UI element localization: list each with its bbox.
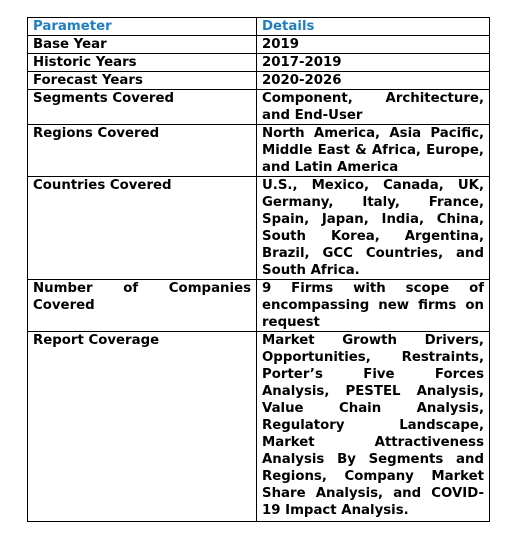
report-scope-table [27, 17, 490, 522]
table-row [28, 54, 490, 72]
row-details: 2019 [257, 36, 490, 54]
table-header-row [28, 18, 490, 36]
table-row [28, 177, 490, 280]
row-details: Market Growth Drivers, Opportunities, Restraints, Porter’s Five Forces Analysis, PESTEL Analysis, Value Chain Analysis, Regulatory Landscape, Market Attractiveness Analysis By Segments and Regions, Company Market Share Analysis, and COVID-19 Impact Analysis. [257, 332, 490, 522]
table-row [28, 125, 490, 177]
table-row [28, 72, 490, 90]
row-parameter: Forecast Years [28, 72, 257, 90]
header-parameter: Parameter [28, 18, 257, 36]
row-details: 2017-2019 [257, 54, 490, 72]
row-parameter: Segments Covered [28, 90, 257, 125]
row-parameter: Countries Covered [28, 177, 257, 280]
row-parameter: Report Coverage [28, 332, 257, 522]
row-details: Component, Architecture, and End-User [257, 90, 490, 125]
table-row [28, 36, 490, 54]
table-row [28, 332, 490, 522]
row-details: 2020-2026 [257, 72, 490, 90]
table-row [28, 280, 490, 332]
row-parameter: Number of Companies Covered [28, 280, 257, 332]
header-details: Details [257, 18, 490, 36]
row-details: U.S., Mexico, Canada, UK, Germany, Italy, France, Spain, Japan, India, China, South Korea, Argentina, Brazil, GCC Countries, and South Africa. [257, 177, 490, 280]
row-details: North America, Asia Pacific, Middle East & Africa, Europe, and Latin America [257, 125, 490, 177]
table-row [28, 90, 490, 125]
row-details: 9 Firms with scope of encompassing new firms on request [257, 280, 490, 332]
row-parameter: Historic Years [28, 54, 257, 72]
row-parameter: Regions Covered [28, 125, 257, 177]
row-parameter: Base Year [28, 36, 257, 54]
